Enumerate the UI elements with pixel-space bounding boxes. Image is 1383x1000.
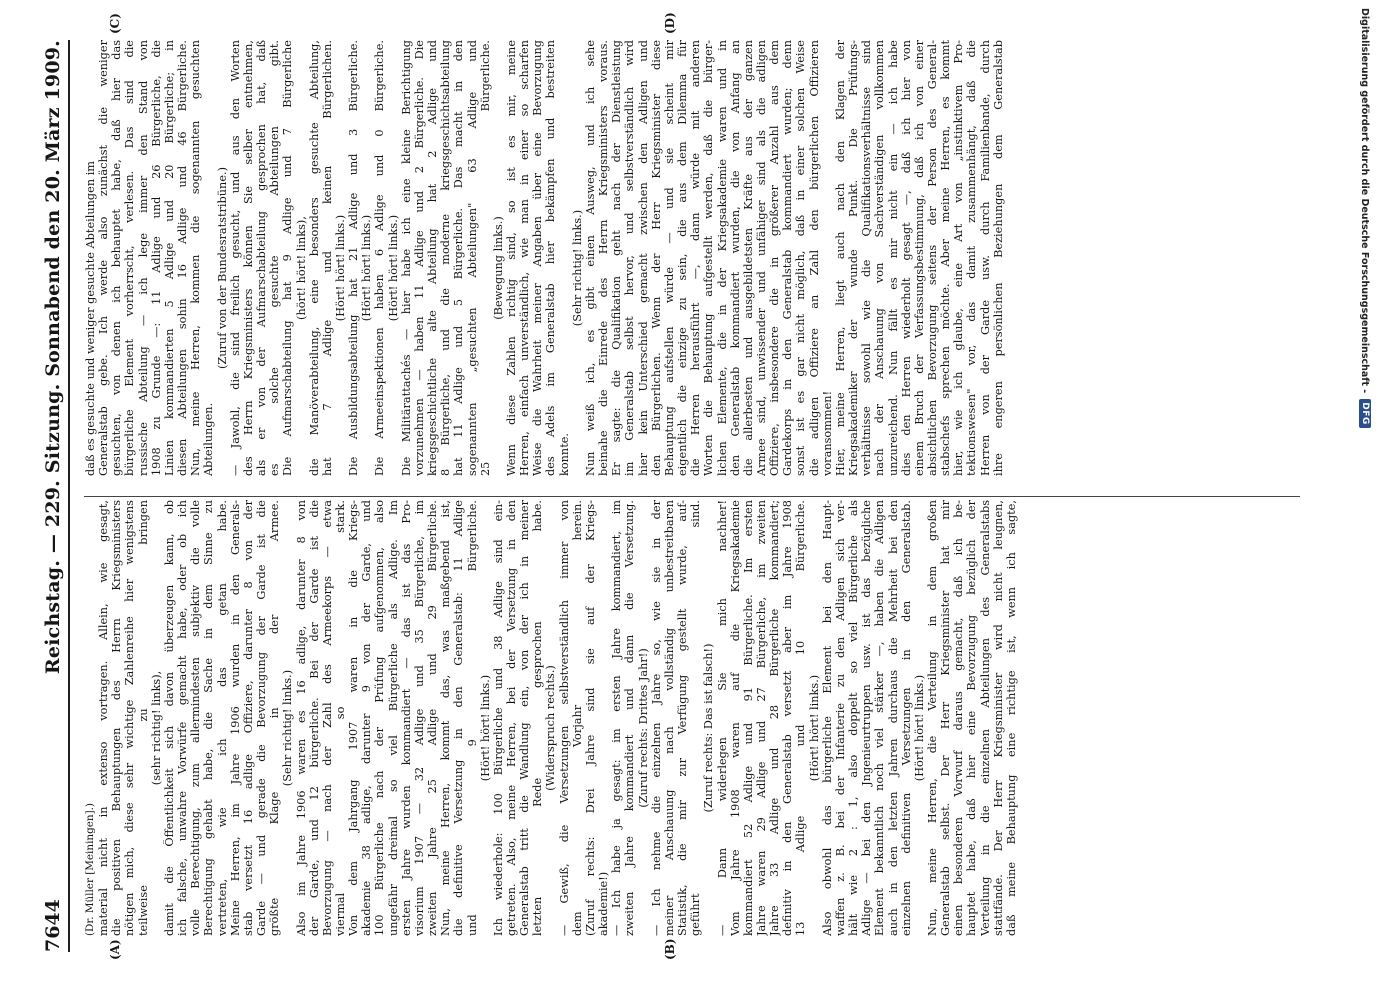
right-column-line: 8 Bürgerliche, und die moderne kriegsgeschichtsabteilung — [439, 40, 453, 476]
right-column-line: Die Ausbildungsabteilung hat 21 Adlige und 3 Bürgerliche. — [347, 40, 361, 476]
page-number: 7644 — [42, 899, 64, 952]
left-column-line: 100 Bürgerliche nach der Prüfung aufgenommen, also — [373, 500, 387, 936]
left-column-line: geführt sind. — [689, 500, 703, 936]
right-column-line: Wenn diese Zahlen richtig sind, so ist es mir, meine — [505, 40, 518, 476]
right-column-line: eigentlich die einzige zu sein, die aus dem Dilemma für — [676, 40, 690, 476]
left-column-line: damit die Öffentlichkeit sich davon überzeugen kann, ob — [162, 500, 176, 936]
left-column-line: Generalstab selbst. Der Herr Kriegsminister hat mir — [939, 500, 953, 936]
right-column-line: sogenannten „gesuchten Abteilungen" 63 Adlige und — [465, 40, 479, 476]
right-column-line: Linien kommandierten 5 Adlige und 20 Bürgerliche; in — [162, 40, 176, 476]
left-column-line: (Zuruf rechts: Drei Jahre sind sie auf der Kriegs- — [583, 500, 597, 936]
left-column-line: Vom Jahre 1908 waren auf die Kriegsakademie — [728, 500, 742, 936]
left-column-line: der Garde, und 12 bürgerliche. Bei der Garde ist die — [307, 500, 321, 936]
left-column-line: — Ich habe ja gesagt: im ersten Jahre kommandiert, im — [610, 500, 624, 936]
right-column-line: hier, wie ich glaube, eine Art von „instinktivem Pro- — [952, 40, 966, 476]
right-column-line: Herren, einfach unverständlich, wie man in einer so scharfen — [518, 40, 532, 476]
right-column-line: die Manöverabteilung, eine besonders gesuchte Abteilung, — [307, 40, 321, 476]
left-column-line: (Widerspruch rechts.) — [544, 665, 558, 791]
left-column-line: ich falsche, unwahre Vorwürfe gemacht habe, oder ob ich — [176, 500, 190, 936]
left-column-line: Verteilung in die einzelnen Abteilungen des Generalstabs — [978, 500, 992, 936]
right-text-column — [84, 40, 1005, 476]
left-column-line: (sehr richtig! links), — [149, 670, 163, 786]
credit-text: Digitalisierung gefördert durch die Deutsche Forschungsgemeinschaft - — [1359, 8, 1371, 394]
left-column-line: getreten. Also, meine Herren, bei der Versetzung in den — [505, 500, 518, 936]
right-column-line: Armee sind, unwissender und unfähiger sind als die adligen — [754, 40, 768, 476]
left-column-line: (Dr. Müller [Meiningen].) — [84, 803, 96, 936]
left-column-line: zweiten Jahre kommandiert und dann die Versetzung. — [623, 500, 637, 936]
margin-marker-a: (A) — [108, 939, 122, 960]
right-column-line: beinahe die Einrede des Herrn Kriegsministers voraus. — [597, 40, 611, 476]
right-column-line: bürgerliche Element vorherrscht, verlesen. Das sind die — [123, 40, 137, 476]
left-column-line: Jahre waren 29 Adlige und 27 Bürgerliche, im zweiten — [754, 500, 768, 936]
right-column-line: Die Aufmarschabteilung hat 9 Adlige und 7 Bürgerliche — [281, 40, 295, 476]
right-column-line: absichtlichen Bevorzugung seitens der Person des General- — [926, 40, 939, 476]
left-column-line: Garde — und gerade die Bevorzugung der Garde ist die — [255, 500, 269, 936]
left-column-line: akademie!) — [597, 871, 611, 936]
left-column-line: ungefähr dreimal so viel Bürgerliche als Adlige. Im — [386, 500, 400, 936]
right-column-line: Die Armeeinspektionen haben 6 Adlige und 0 Bürgerliche. — [373, 40, 387, 476]
left-column-line: vertreten, wie ich das getan habe. — [215, 500, 229, 936]
left-column-line: waffen z. B. bei der Infanterie zu den Adligen sich ver- — [833, 500, 847, 936]
left-column-line: hält wie 2 : 1, also doppelt so viel Bürgerliche als — [847, 500, 861, 936]
left-column-line: Nun, meine Herren, kommt das, was maßgebend ist, — [439, 500, 453, 936]
left-column-line: Adlige — bei den Jngenieurtruppen usw. ist das bezügliche — [860, 500, 874, 936]
right-column-line: — Jawohl, die sind freilich gesucht, und aus den Worten — [228, 40, 242, 476]
right-column-line: Er sagte: die Qualifikation geht nach der Dienstleistung — [610, 40, 624, 476]
right-column-line: des Herrn Kriegsministers können Sie selber entnehmen, — [241, 40, 255, 476]
left-column-line: hauptet habe, daß hier eine Bevorzugung bezüglich der — [965, 500, 979, 936]
right-column-line: sonst ist es gar nicht möglich, daß in einer solchen Weise — [794, 40, 808, 476]
dfg-logo: DFG — [1359, 399, 1371, 428]
right-column-line: russische Abteilung — ich lege immer den Stand von — [136, 40, 150, 476]
right-column-line: stabschefs sprechen möchte. Aber meine Herren, es kommt — [939, 40, 953, 476]
right-column-line: es solche gesuchte Abteilungen gibt. — [268, 40, 282, 476]
left-column-line: Meine Herren, im Jahre 1906 wurden in den Generals- — [228, 500, 242, 936]
right-column-line: tektionswesen" vor, das damit zusammenhängt, daß die — [965, 40, 979, 476]
left-column-line: stab versetzt 16 adlige Offiziere, darunter 8 von der — [241, 500, 255, 936]
left-column-line: teilweise zu bringen — [136, 500, 150, 936]
right-column-line: hier kein Unterschied gemacht zwischen den Adligen und — [636, 40, 650, 476]
left-column-line: Generalstab tritt die Wandlung ein, von der ich in meiner — [518, 500, 532, 936]
left-column-line: — Dann widerlegen Sie mich nachher! — [715, 500, 729, 936]
right-column-line: Weise die Wahrheit meiner Angaben über eine Bevorzugung — [531, 40, 545, 476]
digitization-credit — [1359, 8, 1379, 648]
right-column-line: lichen Elemente, die in der Kriegsakademie waren und in — [715, 40, 729, 476]
left-column-line: visorium 1907 — 32 Adlige und 35 Bürgerliche, im — [412, 500, 426, 936]
right-column-line: einem Bruch der Verfassungsbestimmung, daß ich von einer — [912, 40, 926, 476]
page-header — [38, 40, 70, 952]
left-column-line: daß meine Behauptung eine richtige ist, wenn ich sagte, — [1004, 500, 1018, 936]
left-column-line: nötigen mich, diese sehr wichtige Zahlenreihe hier wenigstens — [123, 500, 137, 936]
right-column-line: die allerbesten und ausgebildetsten Kräfte aus der ganzen — [741, 40, 755, 476]
right-column-line: Hier, meine Herren, liegt auch nach den Klagen der — [833, 40, 847, 476]
right-column-line: vorzunehmen — haben 11 Adlige und 2 Bürgerliche. Die — [412, 40, 426, 476]
right-column-line: ihre engeren persönlichen Beziehungen dem Generalstab — [991, 40, 1005, 476]
left-column-line: akademie 38 adlige, darunter 9 von der Garde, und — [360, 500, 374, 936]
left-column-line: Von dem Jahrgang 1907 waren in die Kriegs- — [347, 500, 361, 936]
left-column-line: ersten Jahre wurden kommandiert — das ist das Pro- — [399, 500, 413, 936]
left-column-line: die positiven Behauptungen des Herrn Kriegsministers — [110, 500, 124, 936]
left-column-line: und 9 Bürgerliche. — [465, 500, 479, 936]
left-column-line: Statistik, die mir zur Verfügung gestellt wurde, auf- — [676, 500, 690, 936]
right-column-line: voransommen! — [820, 390, 834, 476]
right-column-line: den Bürgerlichen. Wenn der Herr Kriegsminister diese — [649, 40, 663, 476]
right-column-line: den Generalstab kommandiert wurden, die von Anfang an — [728, 40, 742, 476]
right-column-line: kriegsgeschichtliche alte Abteilung hat 2 Adlige und — [426, 40, 440, 476]
page-title: Reichstag. — 229. Sitzung. Sonnabend den 20. März 1909. — [42, 40, 64, 675]
right-column-line: 1908 zu Grunde —: 11 Adlige und 26 Bürgerliche, die — [149, 40, 163, 476]
right-column-line: diesen Abteilungen sohin 16 Adlige und 46 Bürgerliche. — [176, 40, 190, 476]
left-column-line: stattfände. Der Herr Kriegsminister wird nicht leugnen, — [991, 500, 1005, 936]
right-column-line: Generalstab gebe. Ich werde also zunächst die weniger — [97, 40, 111, 476]
left-column-line: dem Vorjahr herein. — [570, 500, 584, 936]
left-column-line: Also obwohl das bürgerliche Element bei den Haupt- — [820, 500, 834, 936]
left-column-line: Element bekanntlich noch viel stärker —, haben die Adligen — [873, 500, 887, 936]
right-column-line: konnte. — [557, 432, 571, 476]
column-divider — [84, 496, 1300, 497]
right-column-line: Die Militärattachés — hier habe ich eine kleine Berichtigung — [399, 40, 413, 476]
right-column-line: Abteilungen. — [202, 402, 216, 476]
left-column-line: Nun, meine Herren, die Verteilung in dem großen — [926, 500, 939, 936]
right-column-line: unzureichend. Nun fällt es mir nicht ein — ich habe — [886, 40, 900, 476]
right-column-line: (hört! hört! links), — [294, 216, 308, 320]
right-column-line: (Hört! hört! links.) — [386, 214, 400, 322]
right-column-line: Nun weiß ich, es gibt einen Ausweg, und ich sehe — [583, 40, 597, 476]
left-column-line: volle Berechtigung, zum allermindesten subjektiv die volle — [189, 500, 203, 936]
margin-marker-c: (C) — [108, 13, 122, 34]
right-column-line: Offiziere, insbesondere die in größerer Anzahl aus dem — [768, 40, 782, 476]
left-column-line: (Zuruf rechts: Das ist falsch!) — [702, 643, 716, 813]
right-column-line: Kriegsakademiker der wunde Punkt. Die Prüfungs- — [847, 40, 861, 476]
left-column-line: einzelnen definitiven Versetzungen in den Generalstab. — [899, 500, 913, 936]
right-column-line: dies den Herren wiederholt gesagt —, daß ich hier von — [899, 40, 913, 476]
right-column-line: Nun, meine Herren, kommen die sogenannten gesuchten — [189, 40, 203, 476]
left-column-line: meiner Anschauung nach vollständig unbestreitbaren — [662, 500, 676, 936]
right-column-line: hat 11 Adlige und 5 Bürgerliche. Das macht in den — [452, 40, 466, 476]
right-column-line: die Herren herausführt —, dann würde mit anderen — [689, 40, 703, 476]
left-column-line: Ich wiederhole: 100 Bürgerliche und 38 Adlige sind ein- — [491, 500, 505, 936]
right-column-line: nach der Anschauung von Sachverständigen vollkommen — [873, 40, 887, 476]
margin-marker-b: (B) — [663, 938, 677, 960]
left-column-line: (Hört! hört! links.) — [807, 674, 821, 782]
left-column-line: Jahre 33 Adlige und 28 Bürgerliche kommandiert; — [768, 500, 782, 936]
right-column-line: als er von der Aufmarschabteilung gesprochen hat, daß — [255, 40, 269, 476]
right-column-line: Worten die Behauptung aufgestellt werden, daß die bürger- — [702, 40, 716, 476]
right-column-line: im Generalstab selbst hervor, und selbstverständlich wird — [623, 40, 637, 476]
right-column-line: Herren von der Garde usw. durch Familienbande, durch — [978, 40, 992, 476]
left-column-line: Bevorzugung — nach der Zahl des Armeekorps — etwa — [320, 500, 334, 936]
left-column-line: definitiv in den Generalstab versetzt aber im Jahre 1908 — [781, 500, 795, 936]
right-column-line: des Adels im Generalstab hier bekämpfen und bestreiten — [544, 40, 558, 476]
left-column-line: — Gewiß, die Versetzungen selbstverständlich immer von — [557, 500, 571, 936]
left-column-line: größte Klage in der Armee. — [268, 500, 282, 936]
left-column-line: Also im Jahre 1906 waren es 16 adlige, darunter 8 von — [294, 500, 308, 936]
left-column-line: zweiten Jahre 25 Adlige und 29 Bürgerliche. — [426, 500, 440, 936]
left-column-line: einen besonderen Vorwurf daraus gemacht, daß ich be- — [952, 500, 966, 936]
left-column-line: (Zuruf rechts: Drittes Jahr!) — [636, 648, 650, 808]
left-column-line: material nicht in extenso vortragen. Allein, wie gesagt, — [97, 500, 111, 936]
right-column-line: daß es gesuchte und weniger gesuchte Abteilungen im — [84, 160, 97, 476]
right-column-line: gesuchten, von denen ich behauptet habe, daß hier das — [110, 40, 124, 476]
left-column-line: die definitive Versetzung in den Generalstab: 11 Adlige — [452, 500, 466, 936]
right-column-line: hat 7 Adlige und keinen Bürgerlichen. — [320, 40, 334, 476]
right-column-line: Gardekorps in den Generalstab kommandiert wurden; denn — [781, 40, 795, 476]
margin-marker-d: (D) — [663, 12, 677, 34]
left-column-line: Berechtigung gehabt habe, die Sache in dem Sinne zu — [202, 500, 216, 936]
right-column-line: die adligen Offiziere an Zahl den bürgerlichen Offizieren — [807, 40, 821, 476]
left-column-line: auch in den letzten Jahren durchaus die Mehrheit bei den — [886, 500, 900, 936]
left-column-line: (Sehr richtig! links.) — [281, 669, 295, 787]
right-column-line: (Hört! hört! links.) — [360, 214, 374, 322]
left-column-line: (Hört! hört! links.) — [478, 674, 492, 782]
left-column-line: letzten Rede gesprochen habe. — [531, 500, 545, 936]
right-column-line: verhältnisse sowohl wie die Qualifikationsverhältnisse sind — [860, 40, 874, 476]
left-column-line: (Hört! hört! links.) — [912, 674, 926, 782]
left-column-line: 13 Adlige und 10 Bürgerliche. — [794, 500, 808, 936]
right-column-line: (Zuruf von der Bundesratstribüne.) — [215, 167, 229, 369]
right-column-line: 25 Bürgerliche. — [478, 40, 492, 476]
left-column-line: viermal so stark. — [333, 500, 347, 936]
right-column-line: (Bewegung links.) — [491, 216, 505, 320]
left-column-line: — Ich nehme die einzelnen Jahre so, wie sie in der — [649, 500, 663, 936]
left-text-column — [84, 500, 1018, 936]
right-column-line: (Sehr richtig! links.) — [570, 209, 584, 327]
right-column-line: Behauptung aufstellen würde — und sie scheint mir — [662, 40, 676, 476]
left-column-line: kommandiert 52 Adlige und 91 Bürgerliche. Im ersten — [741, 500, 755, 936]
right-column-line: (Hört! hört! links.) — [333, 214, 347, 322]
